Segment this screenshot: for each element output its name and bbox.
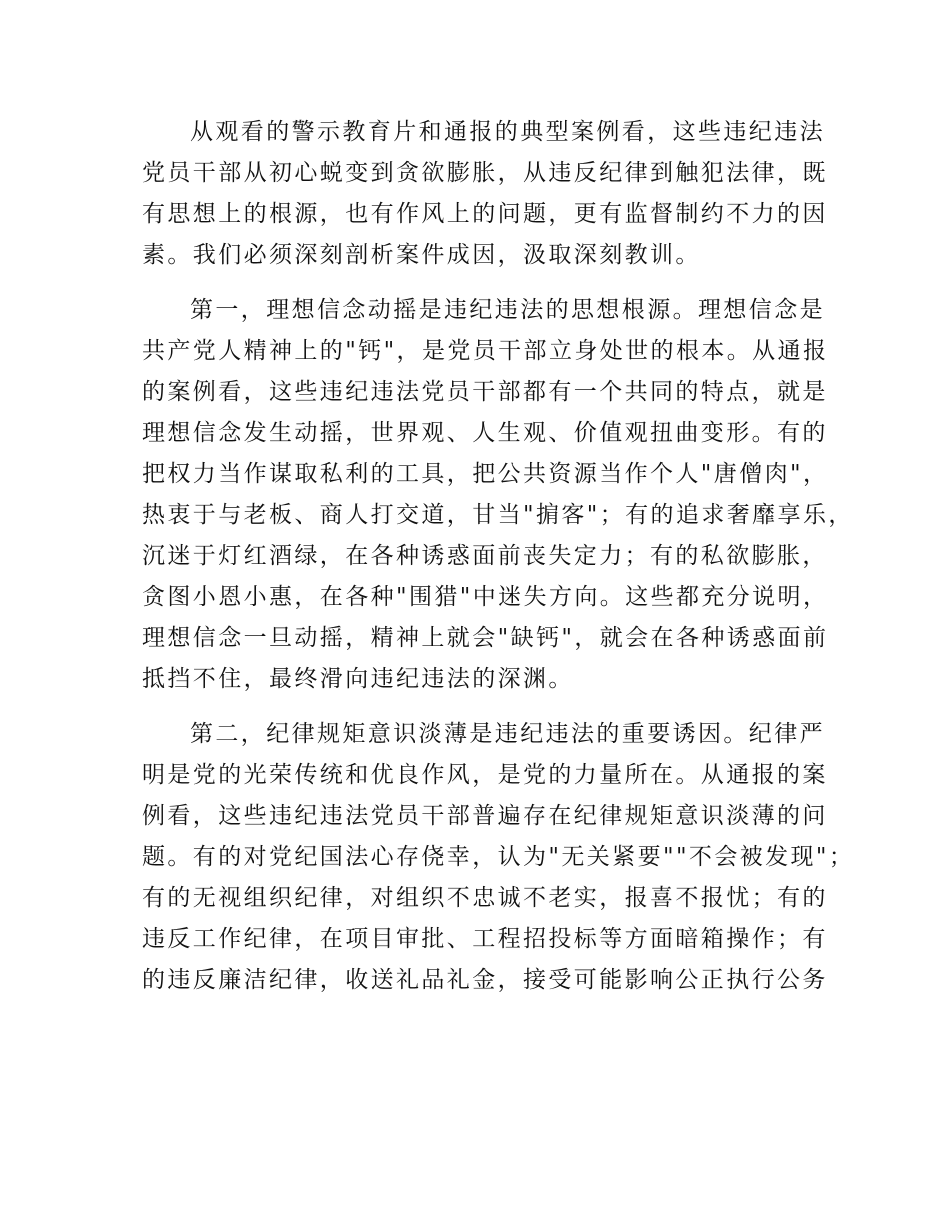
text-line: 第一，理想信念动摇是违纪违法的思想根源。理想信念是 bbox=[190, 297, 825, 323]
text-line: 从观看的警示教育片和通报的典型案例看，这些违纪违法 bbox=[190, 119, 825, 145]
text-line: 把权力当作谋取私利的工具，把公共资源当作个人"唐僧肉"， bbox=[142, 461, 829, 487]
text-line: 例看，这些违纪违法党员干部普遍存在纪律规矩意识淡薄的问 bbox=[142, 803, 828, 829]
text-line: 有思想上的根源，也有作风上的问题，更有监督制约不力的因 bbox=[142, 201, 828, 227]
text-line: 理想信念一旦动摇，精神上就会"缺钙"，就会在各种诱惑面前 bbox=[142, 625, 829, 651]
text-line: 题。有的对党纪国法心存侥幸，认为"无关紧要""不会被发现"； bbox=[142, 844, 855, 870]
text-line: 第二，纪律规矩意识淡薄是违纪违法的重要诱因。纪律严 bbox=[190, 721, 825, 747]
text-line: 有的无视组织纪律，对组织不忠诚不老实，报喜不报忧；有的 bbox=[142, 885, 828, 911]
text-line: 热衷于与老板、商人打交道，甘当"掮客"；有的追求奢靡享乐， bbox=[142, 502, 854, 528]
text-line: 素。我们必须深刻剖析案件成因，汲取深刻教训。 bbox=[142, 242, 701, 268]
text-line: 沉迷于灯红酒绿，在各种诱惑面前丧失定力；有的私欲膨胀， bbox=[142, 543, 828, 569]
text-line: 共产党人精神上的"钙"，是党员干部立身处世的根本。从通报 bbox=[142, 338, 829, 364]
text-line: 违反工作纪律，在项目审批、工程招投标等方面暗箱操作；有 bbox=[142, 926, 828, 952]
text-line: 抵挡不住，最终滑向违纪违法的深渊。 bbox=[142, 666, 574, 692]
text-line: 党员干部从初心蜕变到贪欲膨胀，从违反纪律到触犯法律，既 bbox=[142, 160, 828, 186]
text-line: 的案例看，这些违纪违法党员干部都有一个共同的特点，就是 bbox=[142, 379, 828, 405]
text-line: 的违反廉洁纪律，收送礼品礼金，接受可能影响公正执行公务 bbox=[142, 967, 828, 993]
paragraph-intro bbox=[142, 112, 828, 276]
text-line: 理想信念发生动摇，世界观、人生观、价值观扭曲变形。有的 bbox=[142, 420, 828, 446]
paragraph-second-point bbox=[142, 714, 855, 1001]
document-body bbox=[142, 112, 855, 1015]
text-line: 贪图小恩小惠，在各种"围猎"中迷失方向。这些都充分说明， bbox=[142, 584, 829, 610]
paragraph-first-point bbox=[142, 290, 854, 700]
text-line: 明是党的光荣传统和优良作风，是党的力量所在。从通报的案 bbox=[142, 762, 828, 788]
